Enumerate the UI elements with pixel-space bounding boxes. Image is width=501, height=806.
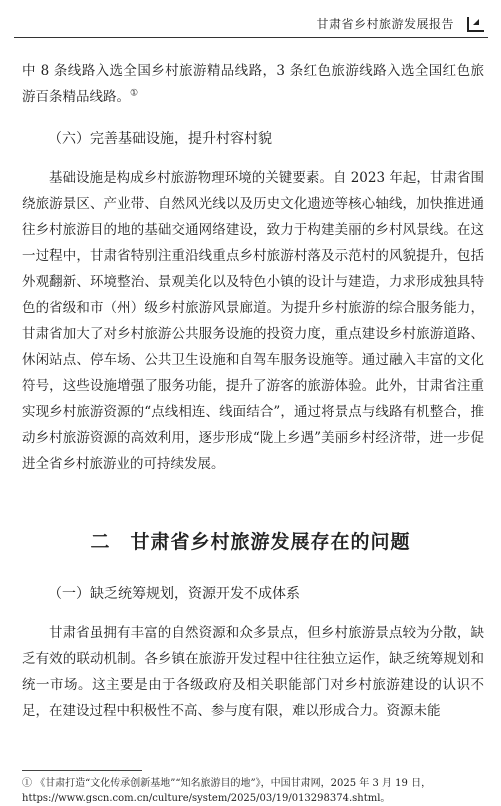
footnote-text: 《甘肃打造“文化传承创新基地”“知名旅游目的地”》，中国甘肃网，2025 年 3 月 19 日，https://www.gscn.com.cn/culture/system/2025/03/19/013298374.shtml。 [22, 778, 432, 804]
paragraph-infrastructure: 基础设施是构成乡村旅游物理环境的关键要素。自 2023 年起，甘肃省围绕旅游景区、产业带、自然风光线以及历史文化遗迹等核心轴线，加快推进通往乡村旅游目的地的基础交通网络建设，致力于构建美丽的乡村风景线。在这一过程中，甘肃省特别注重沿线重点乡村旅游村落及示范村的风貌提升，包括外观翻新、环境整治、景观美化以及特色小镇的设计与建造，力求形成独具特色的省级和市（州）级乡村旅游风景廊道。为提升乡村旅游的综合服务能力，甘肃省加大了对乡村旅游公共服务设施的投资力度，重点建设乡村旅游道路、休闲站点、停车场、公共卫生设施和自驾车服务设施等。通过融入丰富的文化符号，这些设施增强了服务功能，提升了游客的旅游体验。此外，甘肃省注重实现乡村旅游资源的“点线相连、线面结合”，通过将景点与线路有机整合，推动乡村旅游资源的高效利用，逐步形成“陇上乡遇”美丽乡村经济带，进一步促进全省乡村旅游业的可持续发展。 [22, 170, 484, 472]
footnote [22, 776, 484, 806]
running-header-title: 甘肃省乡村旅游发展报告 [316, 17, 454, 31]
paragraph-continuation [22, 58, 484, 110]
footnote-ref[interactable]: ① [130, 88, 139, 99]
paragraph-planning: 甘肃省虽拥有丰富的自然资源和众多景点，但乡村旅游景点较为分散，缺乏有效的联动机制。各乡镇在旅游开发过程中往往独立运作，缺乏统筹规划和统一市场。这主要是由于各级政府及相关职能部门对乡村旅游建设的认识不足，在建设过程中积极性不高、参与度有限，难以形成合力。资源未能 [22, 625, 484, 719]
footnote-divider [22, 770, 142, 771]
paragraph-text: 中 8 条线路入选全国乡村旅游精品线路，3 条红色旅游线路入选全国红色旅游百条精品线路。 [22, 63, 484, 105]
subsection-heading-1: （一）缺乏统筹规划，资源开发不成体系 [48, 586, 300, 602]
header-logo-icon [465, 15, 487, 33]
footnote-marker: ① [22, 778, 32, 789]
section-heading-2: 二 甘肃省乡村旅游发展存在的问题 [90, 531, 411, 553]
subsection-heading-6: （六）完善基础设施，提升村容村貌 [48, 131, 272, 147]
header-divider [14, 37, 488, 38]
